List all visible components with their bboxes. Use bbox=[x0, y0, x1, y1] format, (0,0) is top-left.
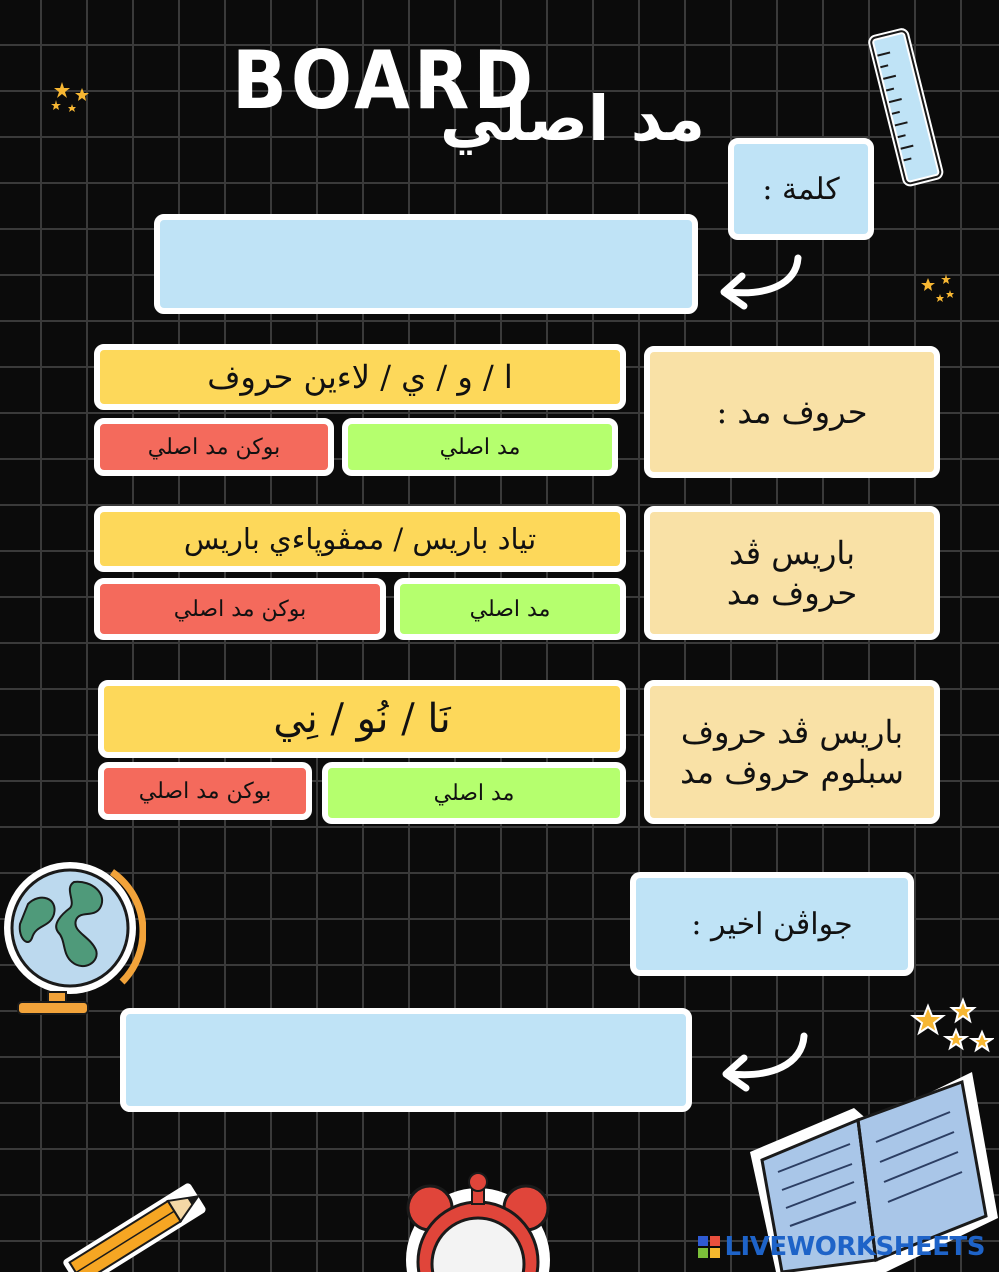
arrow-icon bbox=[712, 250, 808, 312]
row3-option-green-label: مد اصلي bbox=[433, 780, 515, 806]
word-label: كلمة : bbox=[762, 171, 840, 207]
final-label: جواڤن اخير : bbox=[691, 906, 853, 942]
row1-letters-box bbox=[94, 344, 626, 410]
final-answer-input[interactable] bbox=[120, 1008, 692, 1112]
row3-option-red-label: بوكن مد اصلي bbox=[138, 778, 272, 804]
row1-label-box bbox=[644, 346, 940, 478]
row2-option-green[interactable] bbox=[394, 578, 626, 640]
row2-text-box bbox=[94, 506, 626, 572]
row1-label: حروف مد : bbox=[716, 393, 868, 431]
pencil-icon bbox=[44, 1172, 234, 1272]
row1-option-red[interactable] bbox=[94, 418, 334, 476]
row3-label-box bbox=[644, 680, 940, 824]
row1-option-red-label: بوكن مد اصلي bbox=[147, 434, 281, 460]
row2-option-green-label: مد اصلي bbox=[469, 596, 551, 622]
watermark-logo-icon bbox=[698, 1236, 720, 1258]
word-label-box bbox=[728, 138, 874, 240]
stars-icon bbox=[48, 78, 100, 118]
row3-option-green[interactable] bbox=[322, 762, 626, 824]
title-board: BOARD bbox=[232, 32, 538, 128]
watermark bbox=[698, 1232, 985, 1262]
ruler-icon bbox=[864, 28, 950, 188]
row2-label-box bbox=[644, 506, 940, 640]
title-arabic: مد اصلي bbox=[440, 82, 705, 155]
alarm-clock-icon bbox=[400, 1168, 556, 1272]
globe-icon bbox=[0, 858, 146, 1020]
row2-option-red-label: بوكن مد اصلي bbox=[173, 596, 307, 622]
row3-option-red[interactable] bbox=[98, 762, 312, 820]
row1-letters: ا / و / ي / لاءين حروف bbox=[207, 358, 513, 396]
row2-label-line2: حروف مد bbox=[726, 574, 858, 612]
row2-label-line1: باريس ڤد bbox=[728, 534, 856, 572]
stars-icon bbox=[908, 996, 994, 1060]
row1-option-green-label: مد اصلي bbox=[439, 434, 521, 460]
row3-label-line1: باريس ڤد حروف bbox=[680, 713, 904, 751]
stars-icon bbox=[918, 272, 962, 306]
row3-letters: نَا / نُو / نِي bbox=[273, 696, 451, 742]
row3-label-line2: سبلوم حروف مد bbox=[680, 753, 904, 791]
row3-letters-box bbox=[98, 680, 626, 758]
row2-text: تياد باريس / ممڤوڽاءي باريس bbox=[183, 522, 537, 556]
watermark-text: LIVEWORKSHEETS bbox=[724, 1232, 985, 1262]
row1-option-green[interactable] bbox=[342, 418, 618, 476]
row2-option-red[interactable] bbox=[94, 578, 386, 640]
word-answer-input[interactable] bbox=[154, 214, 698, 314]
final-label-box bbox=[630, 872, 914, 976]
